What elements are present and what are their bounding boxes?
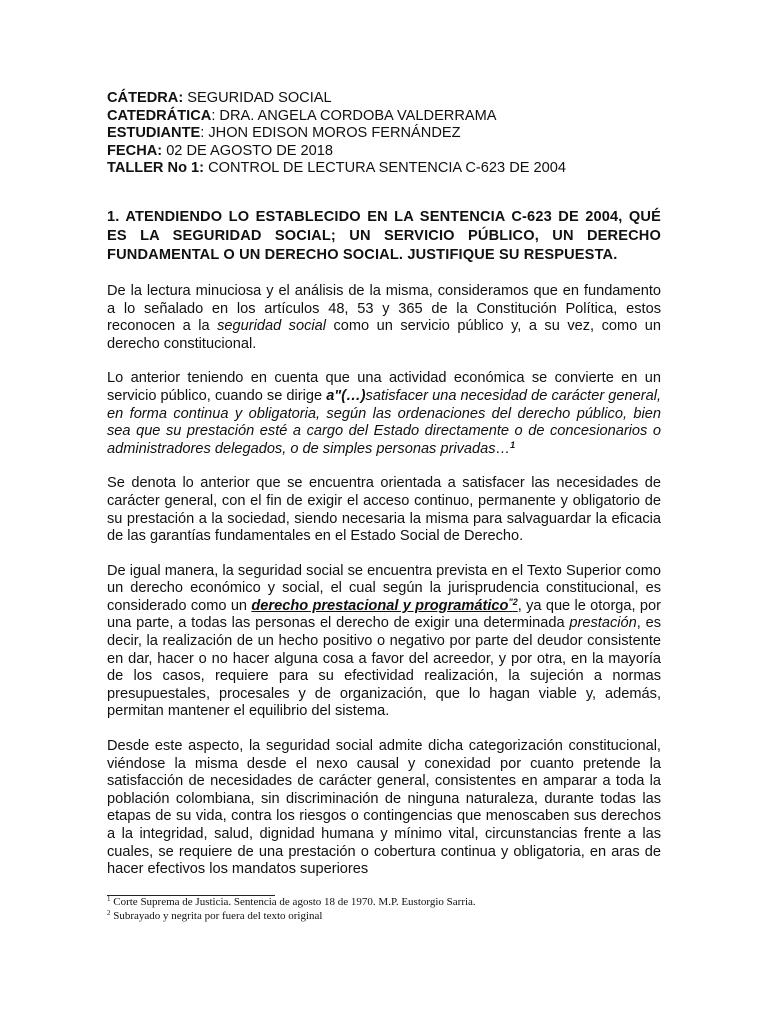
header-taller: TALLER No 1: CONTROL DE LECTURA SENTENCIA C-623 DE 2004 — [107, 160, 566, 177]
emphasis-derecho-prestacional: derecho prestacional y programático$^{"2}$ — [251, 596, 518, 614]
paragraph-5: Desde este aspecto, la seguridad social admite dicha categorización constitucional, viéndose la misma desde el nexo causal y conexidad por cuanto pretende la satisfacción de necesidades de carácter general, consistentes en amparar a toda la población colombiana, sin discriminación de ninguna naturaleza, durante todas las etapas de su vida, contra los riesgos o contingencias que menoscaben sus derechos a la integridad, salud, dignidad humana y mínimo vital, circunstancias frente a las cuales, se requiere de una prestación o cobertura continua y obligatoria, en aras de hacer efectivos los mandatos superiores — [107, 738, 661, 878]
footnote-2: $^2$ Subrayado y negrita por fuera del texto original — [107, 908, 323, 922]
question-heading: 1. ATENDIENDO LO ESTABLECIDO EN LA SENTENCIA C-623 DE 2004, QUÉ ES LA SEGURIDAD SOCIAL; UN SERVICIO PÚBLICO, UN DERECHO FUNDAMENTAL O UN DERECHO SOCIAL. JUSTIFIQUE SU RESPUESTA. — [107, 208, 661, 263]
paragraph-1: De la lectura minuciosa y el análisis de la misma, consideramos que en fundamento a lo señalado en los artículos 48, 53 y 365 de la Constitución Política, estos reconocen a la seguridad social como un servicio público y, a su vez, como un derecho constitucional. — [107, 282, 661, 352]
footnote-ref-1[interactable]: 1 — [510, 439, 516, 450]
paragraph-2: Lo anterior teniendo en cuenta que una actividad económica se convierte en un servicio público, cuando se dirige a"(…)satisfacer una necesidad de carácter general, en forma continua y obligatoria, según las ordenaciones del derecho público, bien sea que su prestación esté a cargo del Estado directamente o de concesionarios o administradores delegados, o de simples personas privadas…$^1$ — [107, 370, 661, 457]
document-body — [107, 90, 661, 879]
header-estudiante: ESTUDIANTE: JHON EDISON MOROS FERNÁNDEZ — [107, 125, 461, 142]
paragraph-4: De igual manera, la seguridad social se encuentra prevista en el Texto Superior como un derecho económico y social, el cual según la jurisprudencia constitucional, es considerado como un derecho prestacional y programático$^{"2}$, ya que le otorga, por una parte, a todas las personas el derecho de exigir una determinada prestación, es decir, la realización de un hecho positivo o negativo por parte del deudor consistente en dar, hacer o no hacer alguna cosa a favor del acreedor, y por otra, en la mayoría de los casos, requiere para su efectividad realización, la sujeción a normas presupuestales, procesales y de organización, que lo hagan viable y, además, permitan mantener el equilibrio del sistema. — [107, 562, 661, 720]
footnotes — [107, 896, 667, 923]
document-header — [107, 90, 661, 178]
footnote-1: $^1$ Corte Suprema de Justicia. Sentencia de agosto 18 de 1970. M.P. Eustorgio Sarria. — [107, 895, 476, 908]
header-fecha: FECHA: 02 DE AGOSTO DE 2018 — [107, 142, 334, 159]
paragraph-3: Se denota lo anterior que se encuentra orientada a satisfacer las necesidades de carácter general, con el fin de exigir el acceso continuo, permanente y obligatorio de su prestación a la sociedad, siendo necesaria la misma para salvaguardar la eficacia de las garantías fundamentales en el Estado Social de Derecho. — [107, 475, 661, 545]
header-catedratica: CATEDRÁTICA: DRA. ANGELA CORDOBA VALDERRAMA — [107, 107, 497, 124]
footnote-ref-2[interactable]: "2 — [508, 596, 518, 607]
header-catedra: CÁTEDRA: SEGURIDAD SOCIAL — [107, 90, 332, 106]
